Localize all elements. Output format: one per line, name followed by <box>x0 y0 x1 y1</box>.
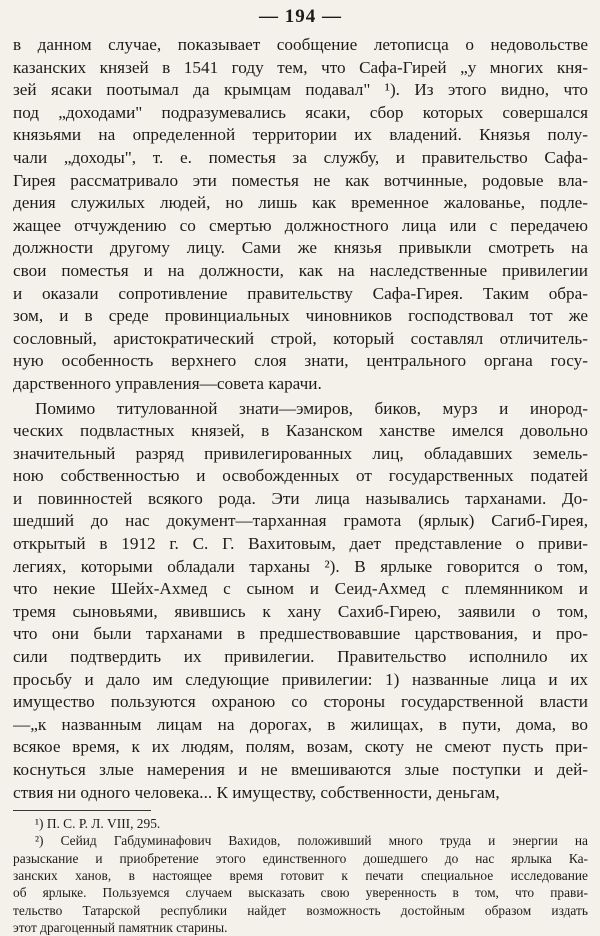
text-line: ствия ни одного человека... К имуществу, собственности, деньгам, <box>13 782 500 802</box>
footnote <box>13 832 588 936</box>
text-line: имущество пользуются охраною со стороны государственной власти <box>13 692 588 712</box>
footnote-line: этот драгоценный памятник старины. <box>13 919 228 935</box>
text-line: всякое время, к их людям, полям, возам, скоту не смеют пусть при- <box>13 737 588 757</box>
text-line: должности другому лицу. Сами же князья привыкли смотреть на <box>13 238 588 258</box>
text-line: что они были тарханами в предшествовавшие царствования, и про- <box>13 624 588 644</box>
body-text <box>13 34 588 804</box>
page-number: — 194 — <box>259 6 342 27</box>
text-line: открытый в 1912 г. С. Г. Вахитовым, дает представление о приви- <box>13 534 588 554</box>
text-line: просьбу и дало им следующие привилегии: 1) названные лица и их <box>13 669 588 689</box>
text-line: князьями на определенной территории их владений. Князья полу- <box>13 125 588 145</box>
text-line: чали „доходы", т. е. поместья за службу, и правительство Сафа- <box>13 147 588 167</box>
text-line: казанских князей в 1541 году тем, что Сафа-Гирей „у многих кня- <box>13 57 588 77</box>
text-line: коснуться злые намерения и не вмешиваются злые поступки и дей- <box>13 760 588 779</box>
footnote-line: ¹) П. С. Р. Л. VIII, 295. <box>35 816 161 832</box>
text-line: свои поместья и на должности, как на наследственные привилегии <box>13 260 588 280</box>
text-line: что некие Шейх-Ахмед с сыном и Сеид-Ахмед с племянником и <box>13 579 588 599</box>
text-line: ною собственностью и освобожденных от государственных податей <box>13 466 588 486</box>
text-line: Гирея рассматривало эти поместья не как вотчинные, родовые вла- <box>13 170 588 190</box>
text-line: в данном случае, показывает сообщение летописца о недовольстве <box>13 35 588 54</box>
text-line: шедший до нас документ—тарханная грамота (ярлык) Сагиб-Гирея, <box>13 511 588 531</box>
text-line: дения служилых людей, но лишь как временное жалованье, подле- <box>13 193 588 213</box>
text-line: сословный, аристократический строй, который составлял отличитель- <box>13 328 588 348</box>
text-line: значительный разряд привилегированных лиц, обладавших земель- <box>13 443 588 463</box>
text-line: тремя сыновьями, явившись к хану Сахиб-Гирею, заявили о том, <box>13 601 588 621</box>
footnote-separator <box>13 810 151 811</box>
text-line: —„к названным лицам на дорогах, в жилищах, в пути, дома, во <box>13 714 588 734</box>
text-line: дарственного управления—совета карачи. <box>13 373 322 393</box>
text-line: жащее отчуждению со смертью должностного лица или с передачею <box>13 215 588 235</box>
paragraph <box>13 398 588 805</box>
text-line: и повинностей всякого рода. Эти лица назывались тарханами. До- <box>13 488 588 508</box>
text-line: и оказали сопротивление правительству Сафа-Гирея. Таким обра- <box>13 283 588 303</box>
text-line: зей ясаки поотымал да крымцам подавал" ¹). Из этого видно, что <box>13 80 588 100</box>
text-line: под „доходами" подразумевались ясаки, сбор которых совершался <box>13 102 588 122</box>
text-line: зом, и в среде провинциальных чиновников господствовал тот же <box>13 306 588 326</box>
footnote <box>13 815 588 832</box>
footnote-line: об ярлыке. Пользуемся случаем высказать свою уверенность в том, что прави- <box>13 885 588 901</box>
footnote-line: ²) Сейид Габдуминафович Вахидов, положивший много труда и энергии на <box>35 833 588 849</box>
footnote-line: разыскание и приобретение этого единственного дошедшего до нас ярлыка Ка- <box>13 850 588 866</box>
footnote-line: тельство Татарской республики найдет возможность достойным образом издать <box>13 902 588 918</box>
text-line: легиях, которыми обладали тарханы ²). В ярлыке говорится о том, <box>13 556 588 576</box>
footnotes <box>13 815 588 936</box>
text-line: ческих подвластных князей, в Казанском ханстве имелся довольно <box>13 421 588 441</box>
text-line: Помимо титулованной знати—эмиров, биков, мурз и инород- <box>35 398 588 418</box>
text-line: ную особенность верхнего слоя знати, центрального органа госу- <box>13 351 588 371</box>
paragraph <box>13 34 588 396</box>
footnote-line: занских ханов, в настоящее время готовит к печати специальное исследование <box>13 868 588 884</box>
text-line: сили подтвердить их привилегии. Правительство исполнило их <box>13 647 588 667</box>
